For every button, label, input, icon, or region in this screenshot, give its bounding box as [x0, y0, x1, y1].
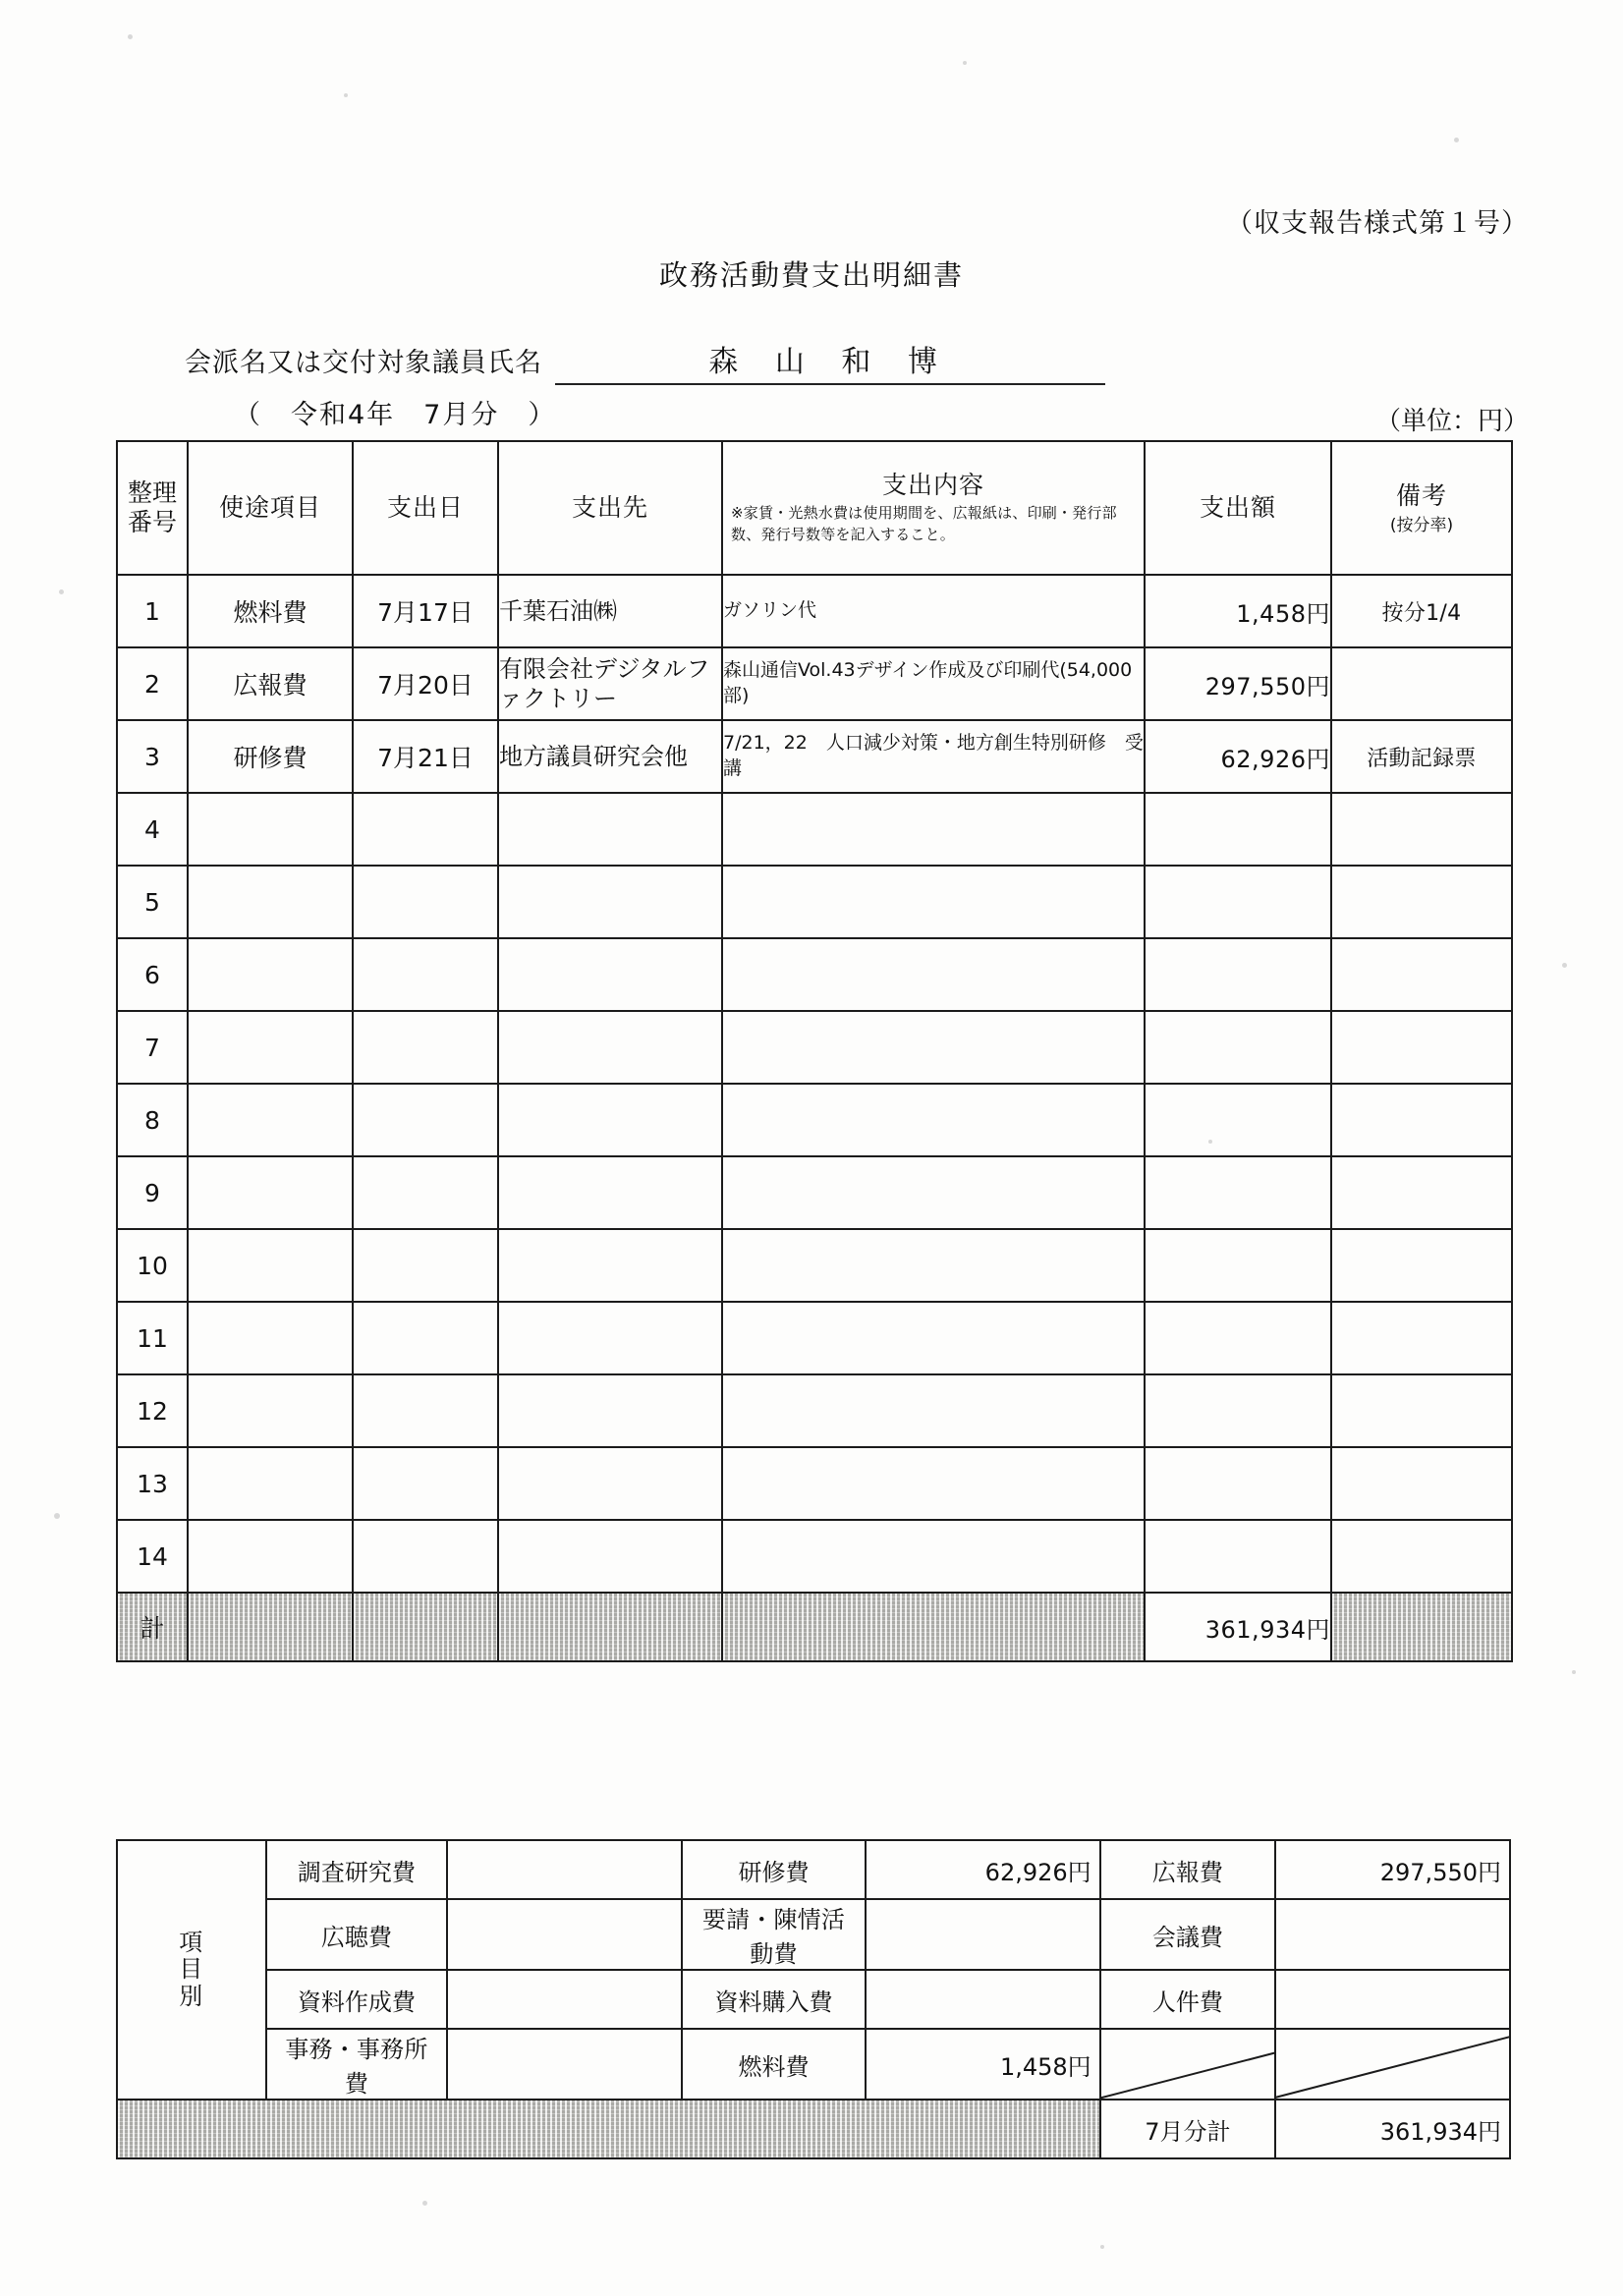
period-label: （ 令和4年 7月分 ）	[234, 400, 557, 430]
total-blank-date	[353, 1593, 498, 1661]
row-payee	[498, 1447, 722, 1520]
row-note: 按分1/4	[1331, 575, 1512, 647]
summary-row	[117, 1970, 1510, 2029]
meeting-value	[1275, 1899, 1510, 1970]
fuel-label: 燃料費	[682, 2029, 866, 2100]
row-item	[188, 1084, 353, 1156]
scan-speck	[59, 589, 64, 594]
scan-speck	[344, 93, 348, 97]
scan-speck	[128, 34, 133, 39]
personnel-label: 人件費	[1100, 1970, 1276, 2029]
row-note	[1331, 1520, 1512, 1593]
month-total-value: 361,934円	[1275, 2100, 1510, 2158]
row-note	[1331, 938, 1512, 1011]
row-payee	[498, 1374, 722, 1447]
col-header-detail-note: ※家賃・光熱水費は使用期間を、広報紙は、印刷・発行部数、発行号数等を記入すること。	[731, 504, 1117, 543]
unused-cell-right	[1275, 2029, 1510, 2100]
row-payee: 地方議員研究会他	[498, 720, 722, 793]
row-note	[1331, 1302, 1512, 1374]
summary-row	[117, 1899, 1510, 1970]
table-row	[117, 1520, 1512, 1593]
month-total-label: 7月分計	[1100, 2100, 1276, 2158]
summary-row	[117, 2029, 1510, 2100]
row-item	[188, 1156, 353, 1229]
row-date	[353, 938, 498, 1011]
row-date: 7月17日	[353, 575, 498, 647]
meeting-label: 会議費	[1100, 1899, 1276, 1970]
row-note	[1331, 1447, 1512, 1520]
row-note	[1331, 1374, 1512, 1447]
total-amount: 361,934円	[1145, 1593, 1331, 1661]
row-date	[353, 793, 498, 866]
hearing-value	[447, 1899, 682, 1970]
office-value	[447, 2029, 682, 2100]
name-row	[185, 337, 1105, 385]
row-date	[353, 1302, 498, 1374]
row-amount	[1145, 938, 1331, 1011]
pr-value: 297,550円	[1275, 1840, 1510, 1899]
col-header-detail-title: 支出内容	[881, 471, 984, 500]
row-date: 7月20日	[353, 647, 498, 720]
scan-speck	[422, 2201, 427, 2206]
row-item	[188, 1302, 353, 1374]
material-make-value	[447, 1970, 682, 2029]
table-row	[117, 866, 1512, 938]
row-item	[188, 1447, 353, 1520]
research-label: 調査研究費	[266, 1840, 448, 1899]
row-detail	[722, 1084, 1145, 1156]
row-date	[353, 1011, 498, 1084]
row-date	[353, 1447, 498, 1520]
row-detail	[722, 1156, 1145, 1229]
row-payee	[498, 1302, 722, 1374]
category-label-line3: 別	[179, 1982, 204, 2010]
scan-speck	[1572, 1670, 1576, 1674]
col-header-date: 支出日	[353, 441, 498, 575]
row-no: 4	[117, 793, 188, 866]
table-row	[117, 1302, 1512, 1374]
row-detail: ガソリン代	[722, 575, 1145, 647]
category-summary-table	[116, 1839, 1511, 2159]
row-item	[188, 1229, 353, 1302]
scan-speck	[1100, 2245, 1104, 2249]
scan-speck	[963, 61, 967, 65]
expenditure-table	[116, 440, 1513, 1662]
table-row	[117, 1156, 1512, 1229]
row-date	[353, 1229, 498, 1302]
total-label: 計	[117, 1593, 188, 1661]
row-item	[188, 938, 353, 1011]
row-payee	[498, 1156, 722, 1229]
row-amount: 1,458円	[1145, 575, 1331, 647]
row-amount: 297,550円	[1145, 647, 1331, 720]
row-payee: 千葉石油㈱	[498, 575, 722, 647]
table-row	[117, 575, 1512, 647]
row-note	[1331, 647, 1512, 720]
row-detail	[722, 938, 1145, 1011]
row-detail	[722, 1374, 1145, 1447]
row-note	[1331, 1011, 1512, 1084]
row-no: 6	[117, 938, 188, 1011]
office-label: 事務・事務所費	[266, 2029, 448, 2100]
row-item: 燃料費	[188, 575, 353, 647]
row-no: 12	[117, 1374, 188, 1447]
total-blank-payee	[498, 1593, 722, 1661]
table-row	[117, 1229, 1512, 1302]
row-amount	[1145, 1447, 1331, 1520]
training-label: 研修費	[682, 1840, 866, 1899]
row-payee: 有限会社デジタルファクトリー	[498, 647, 722, 720]
name-value: 森 山 和 博	[555, 337, 1105, 385]
col-header-note-sub: (按分率)	[1389, 516, 1454, 536]
table-row	[117, 1084, 1512, 1156]
row-date	[353, 1084, 498, 1156]
row-amount	[1145, 793, 1331, 866]
research-value	[447, 1840, 682, 1899]
row-amount	[1145, 866, 1331, 938]
row-amount	[1145, 1011, 1331, 1084]
row-payee	[498, 1084, 722, 1156]
row-detail	[722, 1011, 1145, 1084]
training-value: 62,926円	[866, 1840, 1100, 1899]
unit-label: （単位：円）	[1374, 407, 1529, 436]
table-row	[117, 938, 1512, 1011]
table-row	[117, 1374, 1512, 1447]
page-title: 政務活動費支出明細書	[658, 258, 964, 292]
row-no: 8	[117, 1084, 188, 1156]
row-date: 7月21日	[353, 720, 498, 793]
row-detail	[722, 1229, 1145, 1302]
fuel-value: 1,458円	[866, 2029, 1100, 2100]
table-header-row	[117, 441, 1512, 575]
row-detail	[722, 1302, 1145, 1374]
row-payee	[498, 1520, 722, 1593]
row-note	[1331, 866, 1512, 938]
row-no: 10	[117, 1229, 188, 1302]
row-payee	[498, 793, 722, 866]
row-item	[188, 1011, 353, 1084]
row-note	[1331, 1084, 1512, 1156]
col-header-note	[1331, 441, 1512, 575]
scan-speck	[1562, 963, 1567, 968]
summary-total-blank	[117, 2100, 1100, 2158]
scan-speck	[54, 1513, 60, 1519]
row-date	[353, 1520, 498, 1593]
form-number: （収支報告様式第１号）	[1226, 208, 1529, 239]
row-detail	[722, 1520, 1145, 1593]
row-amount	[1145, 1302, 1331, 1374]
summary-total-row	[117, 2100, 1510, 2158]
row-note: 活動記録票	[1331, 720, 1512, 793]
row-no: 5	[117, 866, 188, 938]
row-amount: 62,926円	[1145, 720, 1331, 793]
row-detail: 森山通信Vol.43デザイン作成及び印刷代(54,000部)	[722, 647, 1145, 720]
table-row	[117, 1011, 1512, 1084]
row-detail	[722, 793, 1145, 866]
table-total-row	[117, 1593, 1512, 1661]
table-row	[117, 793, 1512, 866]
name-label: 会派名又は交付対象議員氏名	[185, 348, 542, 378]
row-item	[188, 1520, 353, 1593]
row-payee	[498, 938, 722, 1011]
col-header-amount: 支出額	[1145, 441, 1331, 575]
row-note	[1331, 1156, 1512, 1229]
petition-value	[866, 1899, 1100, 1970]
row-amount	[1145, 1229, 1331, 1302]
category-label-line2: 目	[179, 1955, 204, 1984]
row-no: 3	[117, 720, 188, 793]
material-buy-label: 資料購入費	[682, 1970, 866, 2029]
pr-label: 広報費	[1100, 1840, 1276, 1899]
row-no: 11	[117, 1302, 188, 1374]
row-amount	[1145, 1084, 1331, 1156]
summary-row	[117, 1840, 1510, 1899]
row-item	[188, 866, 353, 938]
table-row	[117, 1447, 1512, 1520]
row-amount	[1145, 1374, 1331, 1447]
row-no: 14	[117, 1520, 188, 1593]
row-date	[353, 1374, 498, 1447]
unused-cell-left	[1100, 2029, 1276, 2100]
row-detail: 7/21，22 人口減少対策・地方創生特別研修 受講	[722, 720, 1145, 793]
row-date	[353, 866, 498, 938]
row-no: 13	[117, 1447, 188, 1520]
row-no: 9	[117, 1156, 188, 1229]
petition-label: 要請・陳情活動費	[682, 1899, 866, 1970]
row-detail	[722, 1447, 1145, 1520]
material-make-label: 資料作成費	[266, 1970, 448, 2029]
row-payee	[498, 1229, 722, 1302]
row-detail	[722, 866, 1145, 938]
col-header-item: 使途項目	[188, 441, 353, 575]
col-header-no-line1: 整理	[127, 478, 177, 507]
row-amount	[1145, 1520, 1331, 1593]
row-no: 2	[117, 647, 188, 720]
personnel-value	[1275, 1970, 1510, 2029]
material-buy-value	[866, 1970, 1100, 2029]
row-note	[1331, 793, 1512, 866]
row-date	[353, 1156, 498, 1229]
total-blank-note	[1331, 1593, 1512, 1661]
row-item: 広報費	[188, 647, 353, 720]
category-label-line1: 項	[179, 1928, 204, 1956]
row-item: 研修費	[188, 720, 353, 793]
row-note	[1331, 1229, 1512, 1302]
table-row	[117, 720, 1512, 793]
table-row	[117, 647, 1512, 720]
col-header-no	[117, 441, 188, 575]
scan-speck	[1454, 138, 1459, 142]
category-label	[117, 1840, 266, 2100]
row-payee	[498, 1011, 722, 1084]
hearing-label: 広聴費	[266, 1899, 448, 1970]
row-item	[188, 1374, 353, 1447]
col-header-no-line2: 番号	[127, 508, 177, 536]
row-amount	[1145, 1156, 1331, 1229]
row-no: 7	[117, 1011, 188, 1084]
col-header-note-title: 備考	[1395, 480, 1447, 510]
col-header-detail	[722, 441, 1145, 575]
row-no: 1	[117, 575, 188, 647]
col-header-payee: 支出先	[498, 441, 722, 575]
total-blank-detail	[722, 1593, 1145, 1661]
row-payee	[498, 866, 722, 938]
total-blank-item	[188, 1593, 353, 1661]
row-item	[188, 793, 353, 866]
